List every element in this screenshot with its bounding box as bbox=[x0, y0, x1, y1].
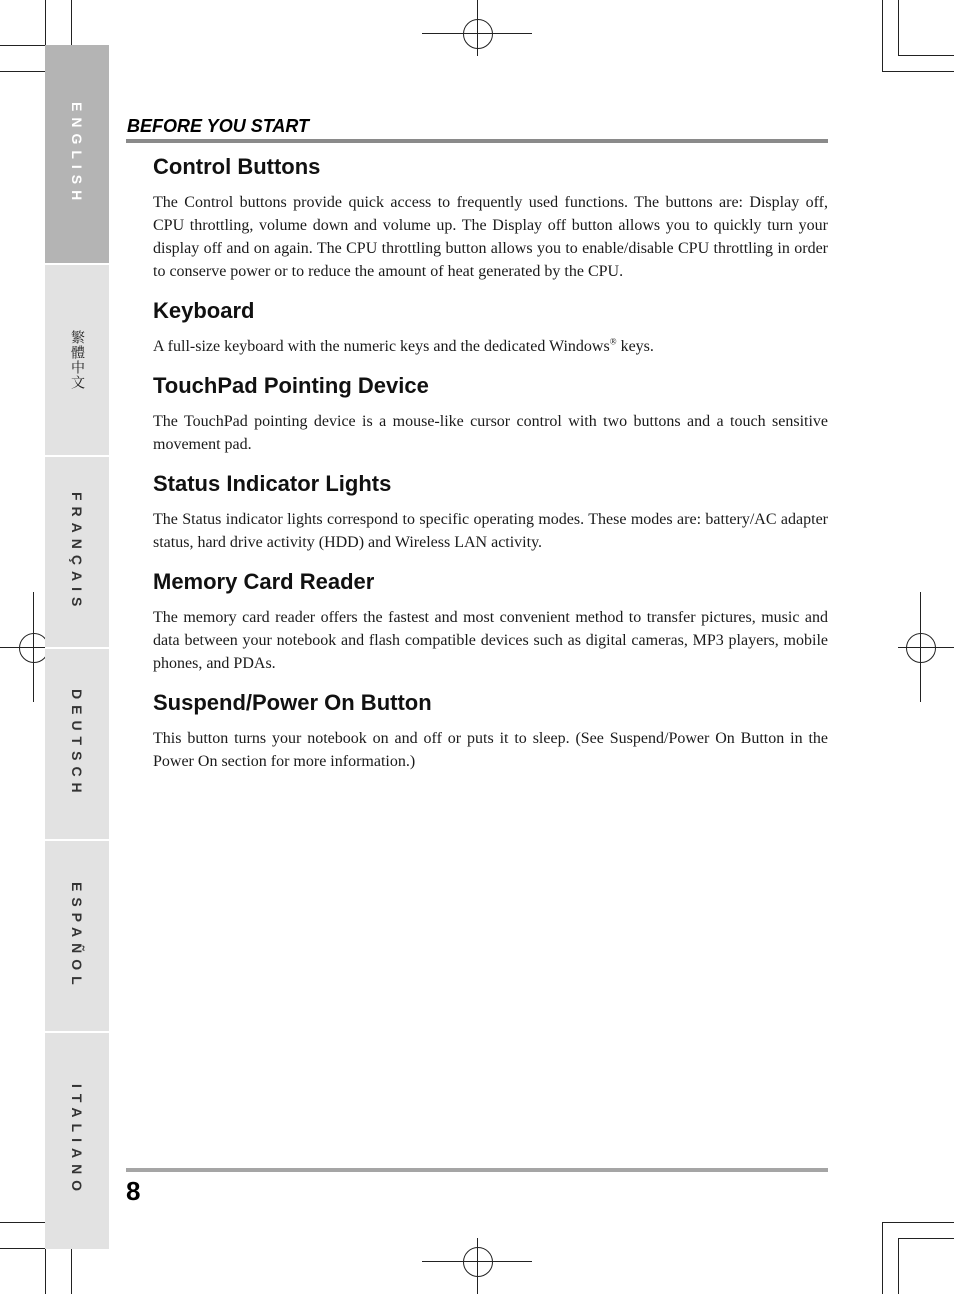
tab-english[interactable] bbox=[45, 45, 109, 265]
heading-suspend-power: Suspend/Power On Button bbox=[153, 690, 432, 715]
paragraph-memory-card-reader: The memory card reader offers the fastest and most convenient method to transfer pictures, music and data between your notebook and flash compatible devices such as digital cameras, MP3 players, mobile phones, and PDAs. bbox=[153, 609, 828, 672]
paragraph-touchpad: The TouchPad pointing device is a mouse-like cursor control with two buttons and a touch sensitive movement pad. bbox=[153, 413, 828, 453]
tab-francais-label: FRANÇAIS bbox=[69, 491, 85, 613]
heading-keyboard: Keyboard bbox=[153, 298, 255, 323]
paragraph-status-lights: The Status indicator lights correspond to specific operating modes. These modes are: battery/AC adapter status, hard drive activity (HDD) and Wireless LAN activity. bbox=[153, 511, 828, 551]
heading-status-lights: Status Indicator Lights bbox=[153, 471, 392, 496]
keyboard-text-end: keys. bbox=[616, 338, 654, 355]
page-number: 8 bbox=[126, 1176, 141, 1206]
paragraph-suspend-power: This button turns your notebook on and off or puts it to sleep. (See Suspend/Power On Button in the Power On section for more information.) bbox=[153, 730, 828, 770]
tab-traditional-chinese-label: 繁體中文 bbox=[69, 330, 85, 390]
page-content bbox=[153, 152, 828, 786]
heading-touchpad: TouchPad Pointing Device bbox=[153, 373, 429, 398]
tab-traditional-chinese[interactable] bbox=[45, 265, 109, 457]
tab-english-label: ENGLISH bbox=[69, 101, 85, 207]
registered-mark: ® bbox=[609, 336, 617, 347]
section-header: BEFORE YOU START bbox=[127, 116, 310, 136]
tab-espanol[interactable] bbox=[45, 841, 109, 1033]
keyboard-text-start: A full-size keyboard with the numeric keys and the dedicated Windows bbox=[153, 338, 610, 355]
heading-control-buttons: Control Buttons bbox=[153, 154, 321, 179]
tab-deutsch-label: DEUTSCH bbox=[69, 689, 85, 799]
tab-deutsch[interactable] bbox=[45, 649, 109, 841]
tab-espanol-label: ESPAÑOL bbox=[69, 881, 85, 991]
paragraph-keyboard bbox=[153, 335, 828, 358]
header-rule bbox=[126, 139, 828, 143]
tab-italiano[interactable] bbox=[45, 1033, 109, 1249]
tab-italiano-label: ITALIANO bbox=[69, 1084, 85, 1198]
footer-rule bbox=[126, 1168, 828, 1172]
language-tabs bbox=[45, 45, 109, 1249]
paragraph-control-buttons: The Control buttons provide quick access to frequently used functions. The buttons are: Display off, CPU throttling, volume down and volume up. The Display off button allows you to quickly turn your display off and on again. The CPU throttling button allows you to enable/disable CPU throttling in order to conserve power or to reduce the amount of heat generated by the CPU. bbox=[153, 194, 828, 280]
tab-francais[interactable] bbox=[45, 457, 109, 649]
heading-memory-card-reader: Memory Card Reader bbox=[153, 569, 375, 594]
